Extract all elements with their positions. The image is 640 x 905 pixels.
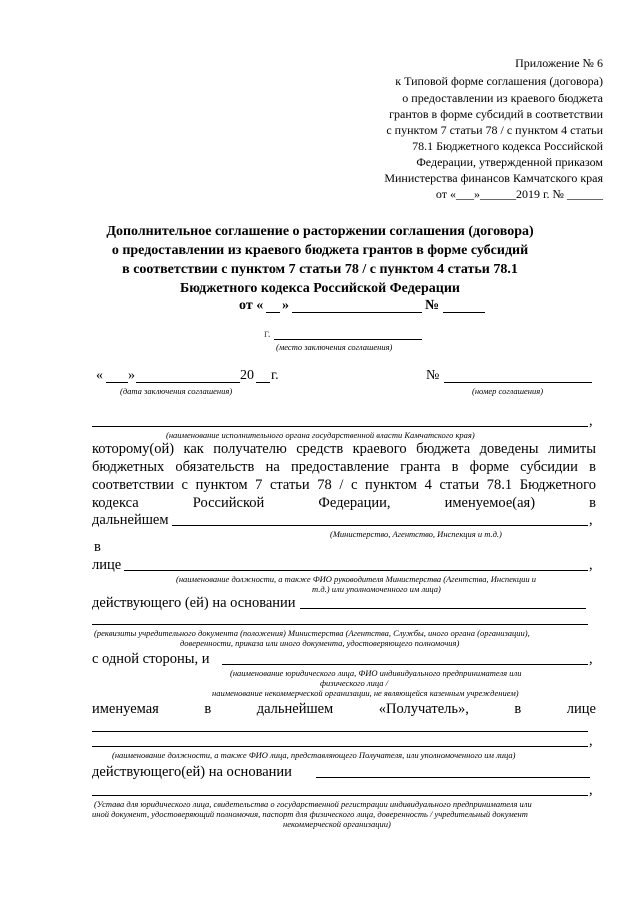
- comma: ,: [589, 733, 593, 749]
- word: лице: [566, 701, 596, 717]
- place-field[interactable]: [274, 339, 422, 340]
- appendix-line: от «___»______2019 г. № ______: [435, 187, 603, 201]
- appendix-line: Приложение № 6: [515, 56, 603, 70]
- appendix-line: Министерства финансов Камчатского края: [384, 171, 603, 185]
- place-caption: (место заключения соглашения): [276, 342, 393, 352]
- word: дальнейшем: [256, 701, 334, 717]
- date-open-quote: «: [96, 368, 103, 383]
- title-date-prefix: от «: [239, 298, 264, 313]
- appendix-line: грантов в форме субсидий в соответствии: [389, 107, 603, 121]
- recipient-rep-field[interactable]: [92, 731, 588, 732]
- paragraph-spaced-line: [92, 494, 596, 512]
- date-year-prefix: 20: [240, 368, 254, 383]
- comma: ,: [589, 651, 593, 667]
- paragraph-line: которому(ой) как получателю средств краевого бюджета доведены лимиты: [92, 441, 596, 457]
- one-side-label: с одной стороны, и: [92, 651, 210, 667]
- acting-basis-label: действующего (ей) на основании: [92, 595, 296, 611]
- number-caption: (номер соглашения): [472, 386, 544, 396]
- charter-caption: некоммерческой организации): [283, 819, 391, 829]
- representative-field[interactable]: [124, 570, 588, 571]
- executive-body-caption: (наименование исполнительного органа государственной власти Камчатского края): [166, 430, 475, 440]
- acting-basis-2-label: действующего(ей) на основании: [92, 764, 292, 780]
- appendix-line: с пунктом 7 статьи 78 / с пунктом 4 статьи: [386, 123, 603, 137]
- date-close-quote: »: [128, 368, 135, 383]
- appendix-line: к Типовой форме соглашения (договора): [395, 74, 603, 88]
- title-month-field[interactable]: [292, 312, 422, 313]
- word: Федерации,: [318, 495, 391, 511]
- word: именуемая: [92, 701, 159, 717]
- title-number-field[interactable]: [443, 312, 485, 313]
- date-day-field[interactable]: [106, 382, 128, 383]
- basis-field-2[interactable]: [92, 624, 588, 625]
- hereinafter-label: дальнейшем: [92, 512, 169, 528]
- short-name-caption: (Министерство, Агентство, Инспекция и т.д.): [330, 529, 502, 539]
- comma: ,: [589, 557, 593, 573]
- date-year-field[interactable]: [256, 382, 270, 383]
- charter-caption: (Устава для юридического лица, свидетельства о государственной регистрации индивидуального предпринимателя или: [94, 799, 532, 809]
- recipient-caption: наименование некоммерческой организации, не являющейся казенным учреждением): [212, 688, 519, 698]
- date-caption: (дата заключения соглашения): [120, 386, 233, 396]
- person-label: лице: [92, 557, 122, 573]
- comma: ,: [589, 413, 593, 429]
- recipient-rep-field-2[interactable]: [92, 746, 588, 747]
- recipient-caption: (наименование юридического лица, ФИО индивидуального предпринимателя или: [230, 668, 522, 678]
- appendix-line: 78.1 Бюджетного кодекса Российской: [412, 139, 603, 153]
- executive-body-field[interactable]: [92, 426, 588, 427]
- title-number-prefix: №: [425, 298, 440, 313]
- paragraph-line: бюджетных обязательств на предоставление гранта в форме субсидии в: [92, 459, 596, 475]
- requisites-caption: (реквизиты учредительного документа (положения) Министерства (Агентства, Службы, иного органа (организации),: [94, 628, 530, 638]
- place-prefix: г.: [264, 326, 271, 340]
- charter-caption: иной документ, удостоверяющий полномочия, паспорт для физического лица, доверенность / учредительный документ: [92, 809, 528, 819]
- representative-caption: т.д.) или уполномоченного им лица): [312, 584, 441, 594]
- title-day-field[interactable]: [266, 312, 280, 313]
- word: в: [514, 701, 522, 717]
- date-year-suffix: г.: [271, 368, 279, 383]
- word: «Получатель»,: [378, 701, 469, 717]
- word: Российской: [192, 495, 265, 511]
- recipient-field[interactable]: [222, 664, 588, 665]
- title-line: о предоставлении из краевого бюджета грантов в форме субсидий: [111, 243, 529, 258]
- appendix-line: Федерации, утвержденной приказом: [416, 155, 603, 169]
- basis-2-field-2[interactable]: [92, 795, 588, 796]
- title-date-mid: »: [282, 298, 289, 313]
- basis-field[interactable]: [300, 608, 586, 609]
- appendix-line: о предоставлении из краевого бюджета: [402, 91, 603, 105]
- recipient-caption: физического лица /: [320, 678, 388, 688]
- paragraph-line: соответствии с пунктом 7 статьи 78 / с пунктом 4 статьи 78.1 Бюджетного: [92, 477, 596, 493]
- representative-caption: (наименование должности, а также ФИО руководителя Министерства (Агентства, Инспекции и: [176, 574, 537, 584]
- agreement-number-field[interactable]: [444, 382, 592, 383]
- requisites-caption: доверенности, приказа или иного документа, удостоверяющего полномочия): [180, 638, 460, 648]
- basis-2-field[interactable]: [316, 777, 590, 778]
- short-name-field[interactable]: [172, 525, 588, 526]
- title-line: Дополнительное соглашение о расторжении соглашения (договора): [106, 224, 534, 239]
- word: кодекса: [92, 495, 139, 511]
- title-line: в соответствии с пунктом 7 статьи 78 / с пунктом 4 статьи 78.1: [122, 262, 518, 277]
- title-line: Бюджетного кодекса Российской Федерации: [179, 281, 460, 296]
- number-prefix: №: [426, 368, 440, 383]
- date-month-field[interactable]: [136, 382, 240, 383]
- word: в: [204, 701, 212, 717]
- comma: ,: [589, 782, 593, 798]
- recipient-rep-caption: (наименование должности, а также ФИО лица, представляющего Получателя, или уполномоченного им лица): [112, 750, 516, 760]
- named-recipient-line: [92, 700, 596, 718]
- word: в: [589, 495, 596, 511]
- comma: ,: [589, 512, 593, 528]
- word: именуемое(ая): [444, 495, 536, 511]
- in-word: в: [94, 539, 101, 555]
